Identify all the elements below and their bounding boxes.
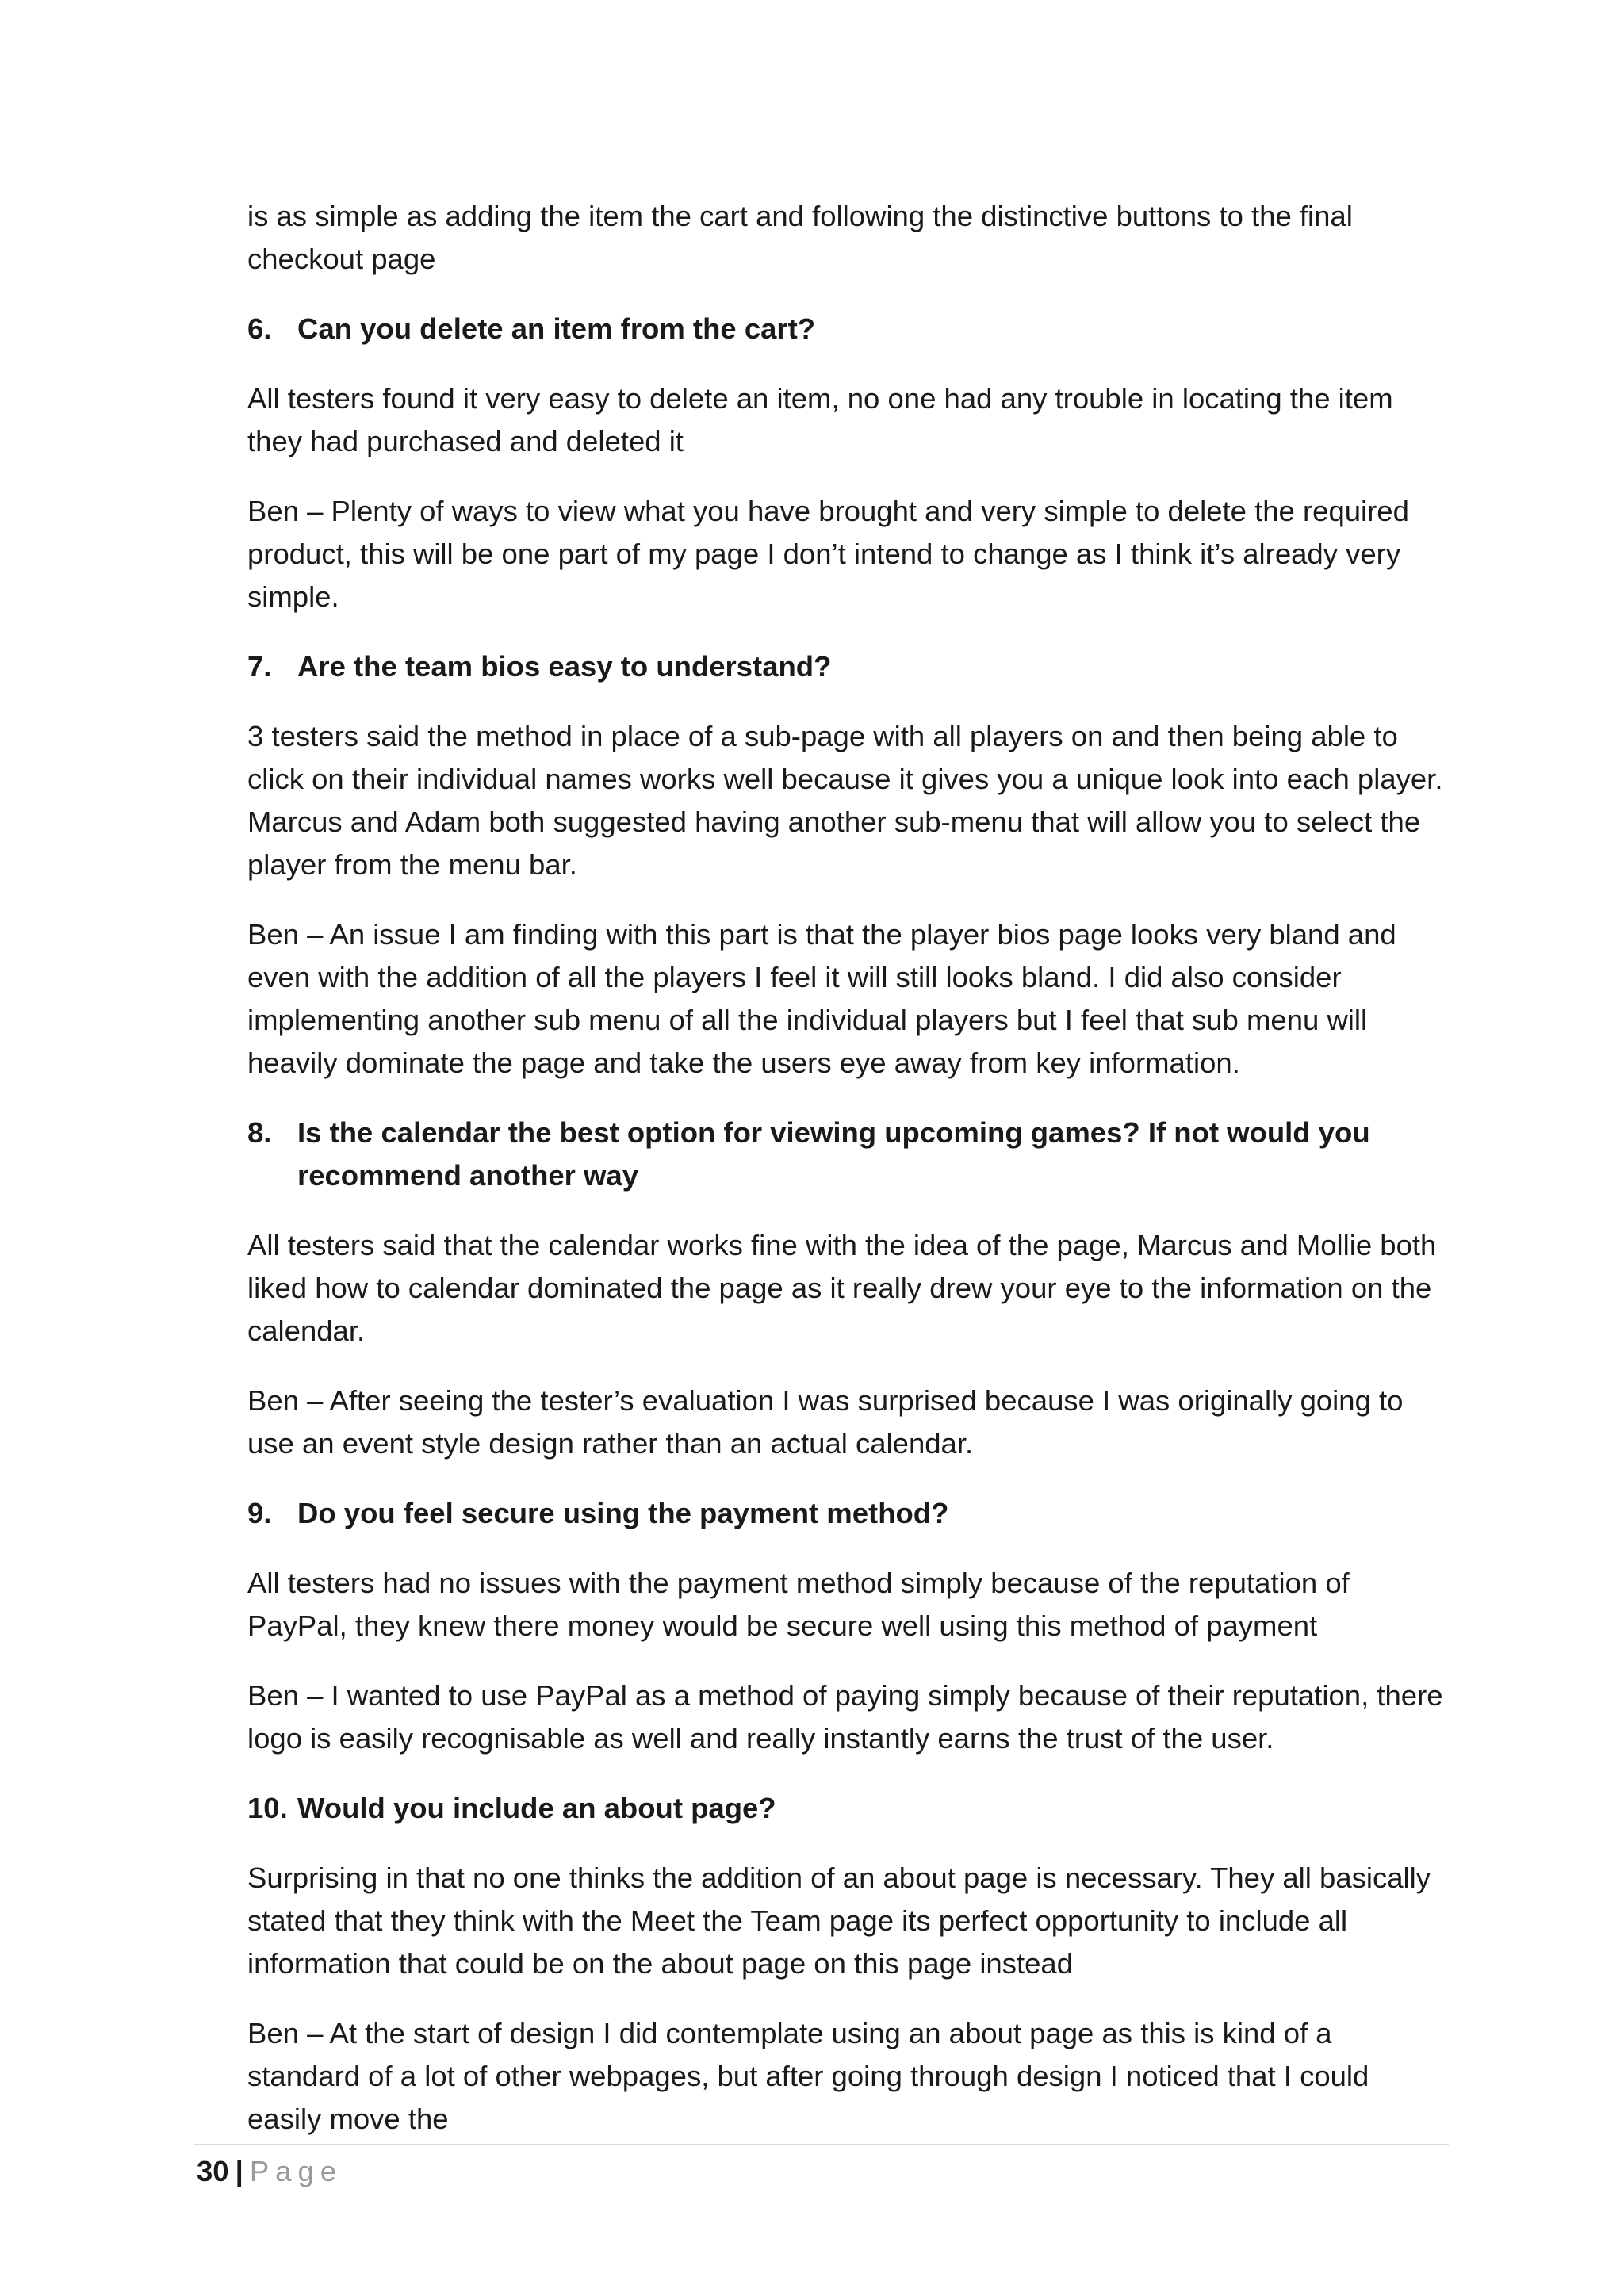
page-number: 30	[197, 2155, 229, 2187]
paragraph-continuation: is as simple as adding the item the cart and following the distinctive buttons to the final checkout page	[247, 200, 1353, 275]
ben-response-7: Ben – An issue I am finding with this part is that the player bios page looks very bland and even with the addition of all the players I feel it will still looks bland. I did also consider implementing another sub menu of all the individual players but I feel that sub menu will heavily dominate the page and take the users eye away from key information.	[247, 918, 1396, 1079]
question-number: 8.	[247, 1116, 272, 1149]
question-text: Would you include an about page?	[297, 1792, 776, 1824]
tester-feedback-7: 3 testers said the method in place of a sub-page with all players on and then being able to click on their individual names works well because it gives you a unique look into each player. Marcus and Adam both suggested having another sub-menu that will allow you to select the player from the menu bar.	[247, 720, 1443, 881]
question-number: 10.	[247, 1792, 288, 1824]
footer-separator: |	[235, 2155, 243, 2187]
page-footer	[197, 2150, 343, 2193]
footer-divider	[194, 2144, 1449, 2145]
tester-feedback-6: All testers found it very easy to delete an item, no one had any trouble in locating the item they had purchased and deleted it	[247, 382, 1393, 457]
tester-feedback-8: All testers said that the calendar works fine with the idea of the page, Marcus and Mollie both liked how to calendar dominated the page as it really drew your eye to the information on the calendar.	[247, 1229, 1437, 1347]
question-number: 7.	[247, 650, 272, 683]
question-10-heading	[247, 1787, 1443, 1830]
question-8-heading	[247, 1112, 1443, 1197]
question-9-heading	[247, 1492, 1443, 1535]
document-body	[247, 195, 1443, 2168]
question-number: 9.	[247, 1497, 272, 1529]
ben-response-10: Ben – At the start of design I did contemplate using an about page as this is kind of a standard of a lot of other webpages, but after going through design I noticed that I could easily move the	[247, 2017, 1369, 2135]
page-label: Page	[249, 2155, 343, 2187]
question-text: Can you delete an item from the cart?	[297, 312, 816, 345]
question-number: 6.	[247, 312, 272, 345]
ben-response-9: Ben – I wanted to use PayPal as a method of paying simply because of their reputation, there logo is easily recognisable as well and really instantly earns the trust of the user.	[247, 1679, 1443, 1755]
question-7-heading	[247, 645, 1443, 688]
tester-feedback-10: Surprising in that no one thinks the addition of an about page is necessary. They all basically stated that they think with the Meet the Team page its perfect opportunity to include all information that could be on the about page on this page instead	[247, 1862, 1431, 1980]
tester-feedback-9: All testers had no issues with the payment method simply because of the reputation of PayPal, they knew there money would be secure well using this method of payment	[247, 1567, 1350, 1642]
question-text: Is the calendar the best option for viewing upcoming games? If not would you recommend another way	[297, 1116, 1370, 1192]
question-6-heading	[247, 308, 1443, 350]
question-text: Are the team bios easy to understand?	[297, 650, 832, 683]
ben-response-8: Ben – After seeing the tester’s evaluation I was surprised because I was originally going to use an event style design rather than an actual calendar.	[247, 1384, 1404, 1460]
question-text: Do you feel secure using the payment method?	[297, 1497, 949, 1529]
ben-response-6: Ben – Plenty of ways to view what you have brought and very simple to delete the required product, this will be one part of my page I don’t intend to change as I think it’s already very simple.	[247, 495, 1409, 613]
